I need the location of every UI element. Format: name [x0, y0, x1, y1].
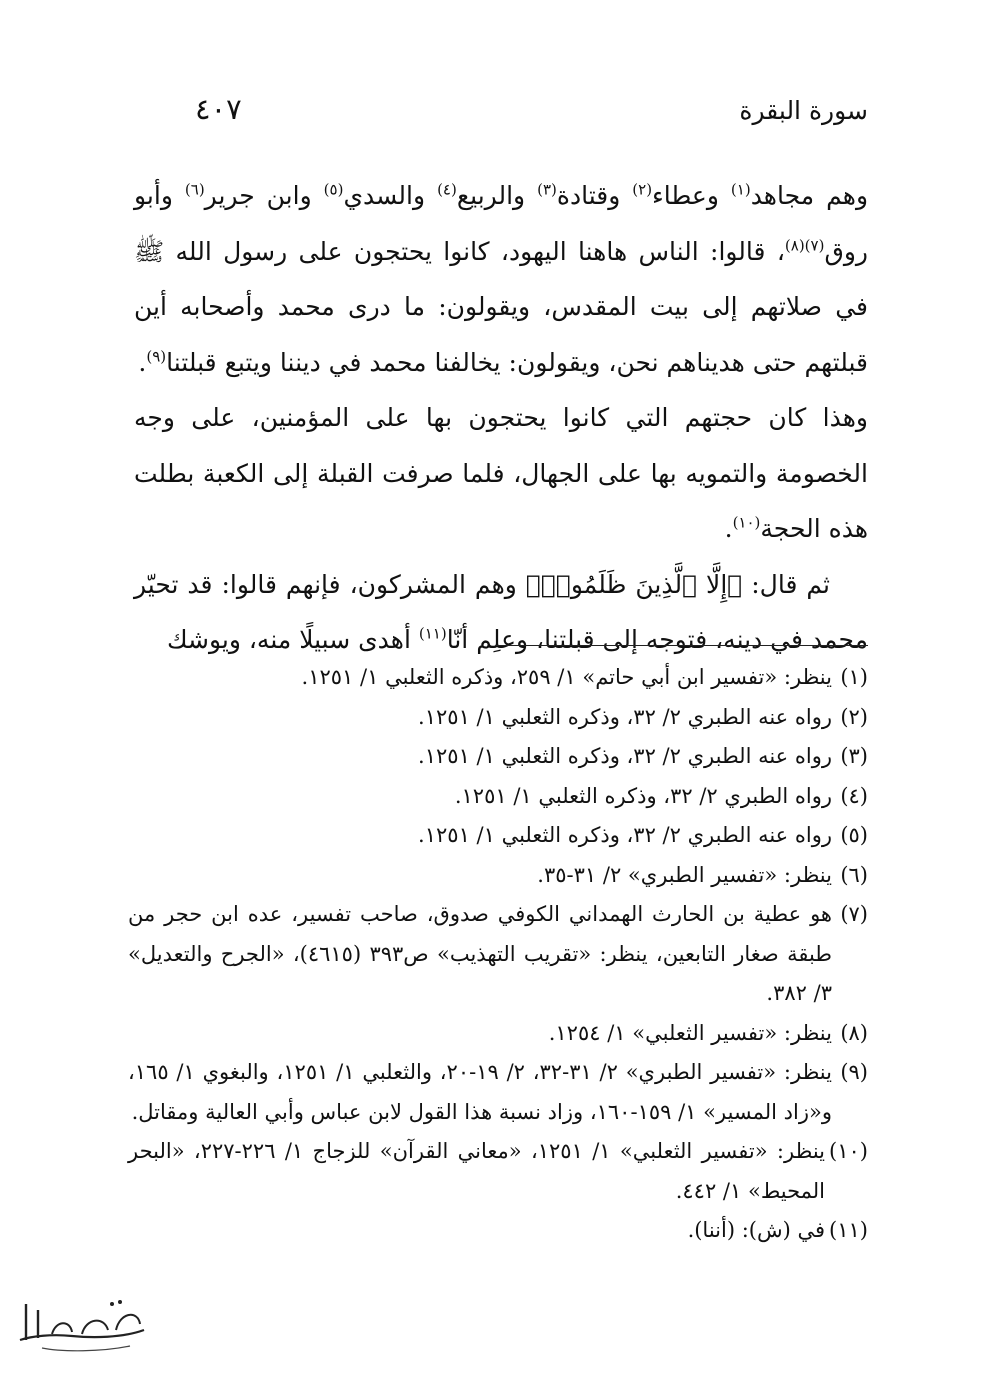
- footnote-text: رواه عنه الطبري ٢/ ٣٢، وذكره الثعلبي ١/ ١٢٥١.: [418, 823, 832, 847]
- footnote-ref[interactable]: (٣): [537, 180, 557, 199]
- footnote: [128, 777, 868, 817]
- footnote-text: رواه عنه الطبري ٢/ ٣٢، وذكره الثعلبي ١/ ١٢٥١.: [418, 704, 832, 729]
- page-header: [140, 92, 868, 132]
- calligraphy-logo-icon: [12, 1290, 152, 1356]
- footnote-ref[interactable]: (٤): [437, 180, 457, 199]
- text-segment: وهم المشركون، فإنهم قالوا: قد تحيّر محمد في دينه، فتوجه إلى قبلتنا، وعلِم أنّا: [134, 569, 868, 654]
- text-segment: وابن جرير: [204, 181, 324, 210]
- footnote: [128, 895, 868, 1014]
- footnote: [128, 1132, 868, 1211]
- footnote-divider: [496, 645, 868, 646]
- text-segment: والسدي: [343, 181, 438, 210]
- footnote-ref[interactable]: (٧)(٨): [784, 236, 825, 255]
- footnote: [128, 737, 868, 777]
- footnote-number: (٦): [840, 862, 868, 887]
- footnote-text: ينظر: «تفسير الطبري» ٢/ ٣١-٣٥.: [537, 862, 832, 887]
- footnote-text: رواه عنه الطبري ٢/ ٣٢، وذكره الثعلبي ١/ ١٢٥١.: [418, 744, 832, 768]
- footnote-number: (٩): [840, 1060, 868, 1084]
- footnote-text: ينظر: «تفسير الثعلبي» ١/ ١٢٥٤.: [548, 1020, 832, 1045]
- footnote: [128, 856, 868, 896]
- paragraph-3: [134, 557, 868, 668]
- text-segment: ثم قال:: [742, 569, 830, 599]
- footnote-number: (٧): [840, 902, 868, 926]
- footnote: [128, 1211, 868, 1251]
- text-segment: والربيع: [456, 181, 538, 210]
- text-segment: وهذا كان حجتهم التي كانوا يحتجون بها على المؤمنين، على وجه الخصومة والتمويه بها على الجهال، فلما صرفت القبلة إلى الكعبة بطلت هذه الحجة: [134, 403, 868, 543]
- footnote-ref[interactable]: (٥): [323, 180, 344, 199]
- footnote-number: (٥): [840, 823, 868, 847]
- footnote-ref[interactable]: (٩): [146, 347, 167, 366]
- footnote-number: (٤): [840, 783, 868, 808]
- footnote: [128, 658, 868, 698]
- footnote-ref[interactable]: (١٠): [732, 513, 761, 532]
- footnote-ref[interactable]: (٢): [632, 180, 653, 199]
- text-segment: .: [724, 514, 733, 543]
- footnote-ref[interactable]: (١١): [418, 624, 447, 643]
- footnote-number: (٣): [840, 744, 868, 768]
- footnote: [128, 698, 868, 738]
- footnote-ref[interactable]: (٦): [184, 180, 205, 199]
- footnote-number: (١٠): [829, 1139, 868, 1163]
- footnote: [128, 1053, 868, 1132]
- text-segment: ، قالوا: الناس هاهنا اليهود، كانوا يحتجون على رسول الله ﷺ في صلاتهم إلى بيت المقدس، ويقولون: ما درى محمد وأصحابه أين قبلتهم حتى هديناهم نحن، ويقولون: يخالفنا محمد في ديننا ويتبع قبلتنا: [134, 236, 868, 377]
- footnote-text: رواه الطبري ٢/ ٣٢، وذكره الثعلبي ١/ ١٢٥١.: [454, 783, 832, 808]
- page-number: ٤٠٧: [195, 92, 242, 126]
- footnote-text: هو عطية بن الحارث الهمداني الكوفي صدوق، صاحب تفسير، عده ابن حجر من طبقة صغار التابعين، ينظر: «تقريب التهذيب» ص٣٩٣ (٤٦١٥)، «الجرح والتعديل» ٣/ ٣٨٢.: [128, 902, 833, 1005]
- footnote-text: ينظر: «تفسير ابن أبي حاتم» ١/ ٢٥٩، وذكره الثعلبي ١/ ١٢٥١.: [301, 665, 832, 689]
- text-segment: وقتادة: [556, 181, 633, 210]
- footnote-text: ينظر: «تفسير الطبري» ٢/ ٣١-٣٢، ٢/ ١٩-٢٠، والثعلبي ١/ ١٢٥١، والبغوي ١/ ١٦٥، و«زاد المسير» ١/ ١٥٩-١٦٠، وزاد نسبة هذا القول لابن عباس وأبي العالية ومقاتل.: [128, 1060, 832, 1124]
- text-segment: .: [138, 347, 147, 377]
- footnote-ref[interactable]: (١): [730, 180, 751, 199]
- footnote-number: (٨): [840, 1020, 868, 1045]
- text-segment: وأبو روق: [134, 181, 868, 266]
- paragraph-2: [134, 390, 868, 557]
- text-segment: وعطاء: [652, 181, 731, 210]
- text-segment: وهم مجاهد: [750, 181, 869, 210]
- footnote-number: (٢): [840, 704, 868, 729]
- footnote: [128, 816, 868, 856]
- main-text: [134, 168, 868, 668]
- footnote: [128, 1014, 868, 1054]
- footnote-text: في (ش): (أننا).: [687, 1218, 826, 1242]
- surah-title: سورة البقرة: [739, 96, 868, 125]
- footnotes: [128, 658, 868, 1251]
- quran-quote: ﴿إِلَّا ٱلَّذِينَ ظَلَمُوا۟﴾: [525, 569, 743, 599]
- footnote-number: (١): [840, 665, 868, 689]
- footnote-number: (١١): [829, 1218, 868, 1242]
- footnote-text: ينظر: «تفسير الثعلبي» ١/ ١٢٥١، «معاني القرآن» للزجاج ١/ ٢٢٦-٢٢٧، «البحر المحيط» ١/ ٤٤٢.: [128, 1139, 826, 1203]
- text-segment: أهدى سبيلًا منه، ويوشك: [166, 625, 419, 654]
- paragraph-1: [134, 168, 868, 390]
